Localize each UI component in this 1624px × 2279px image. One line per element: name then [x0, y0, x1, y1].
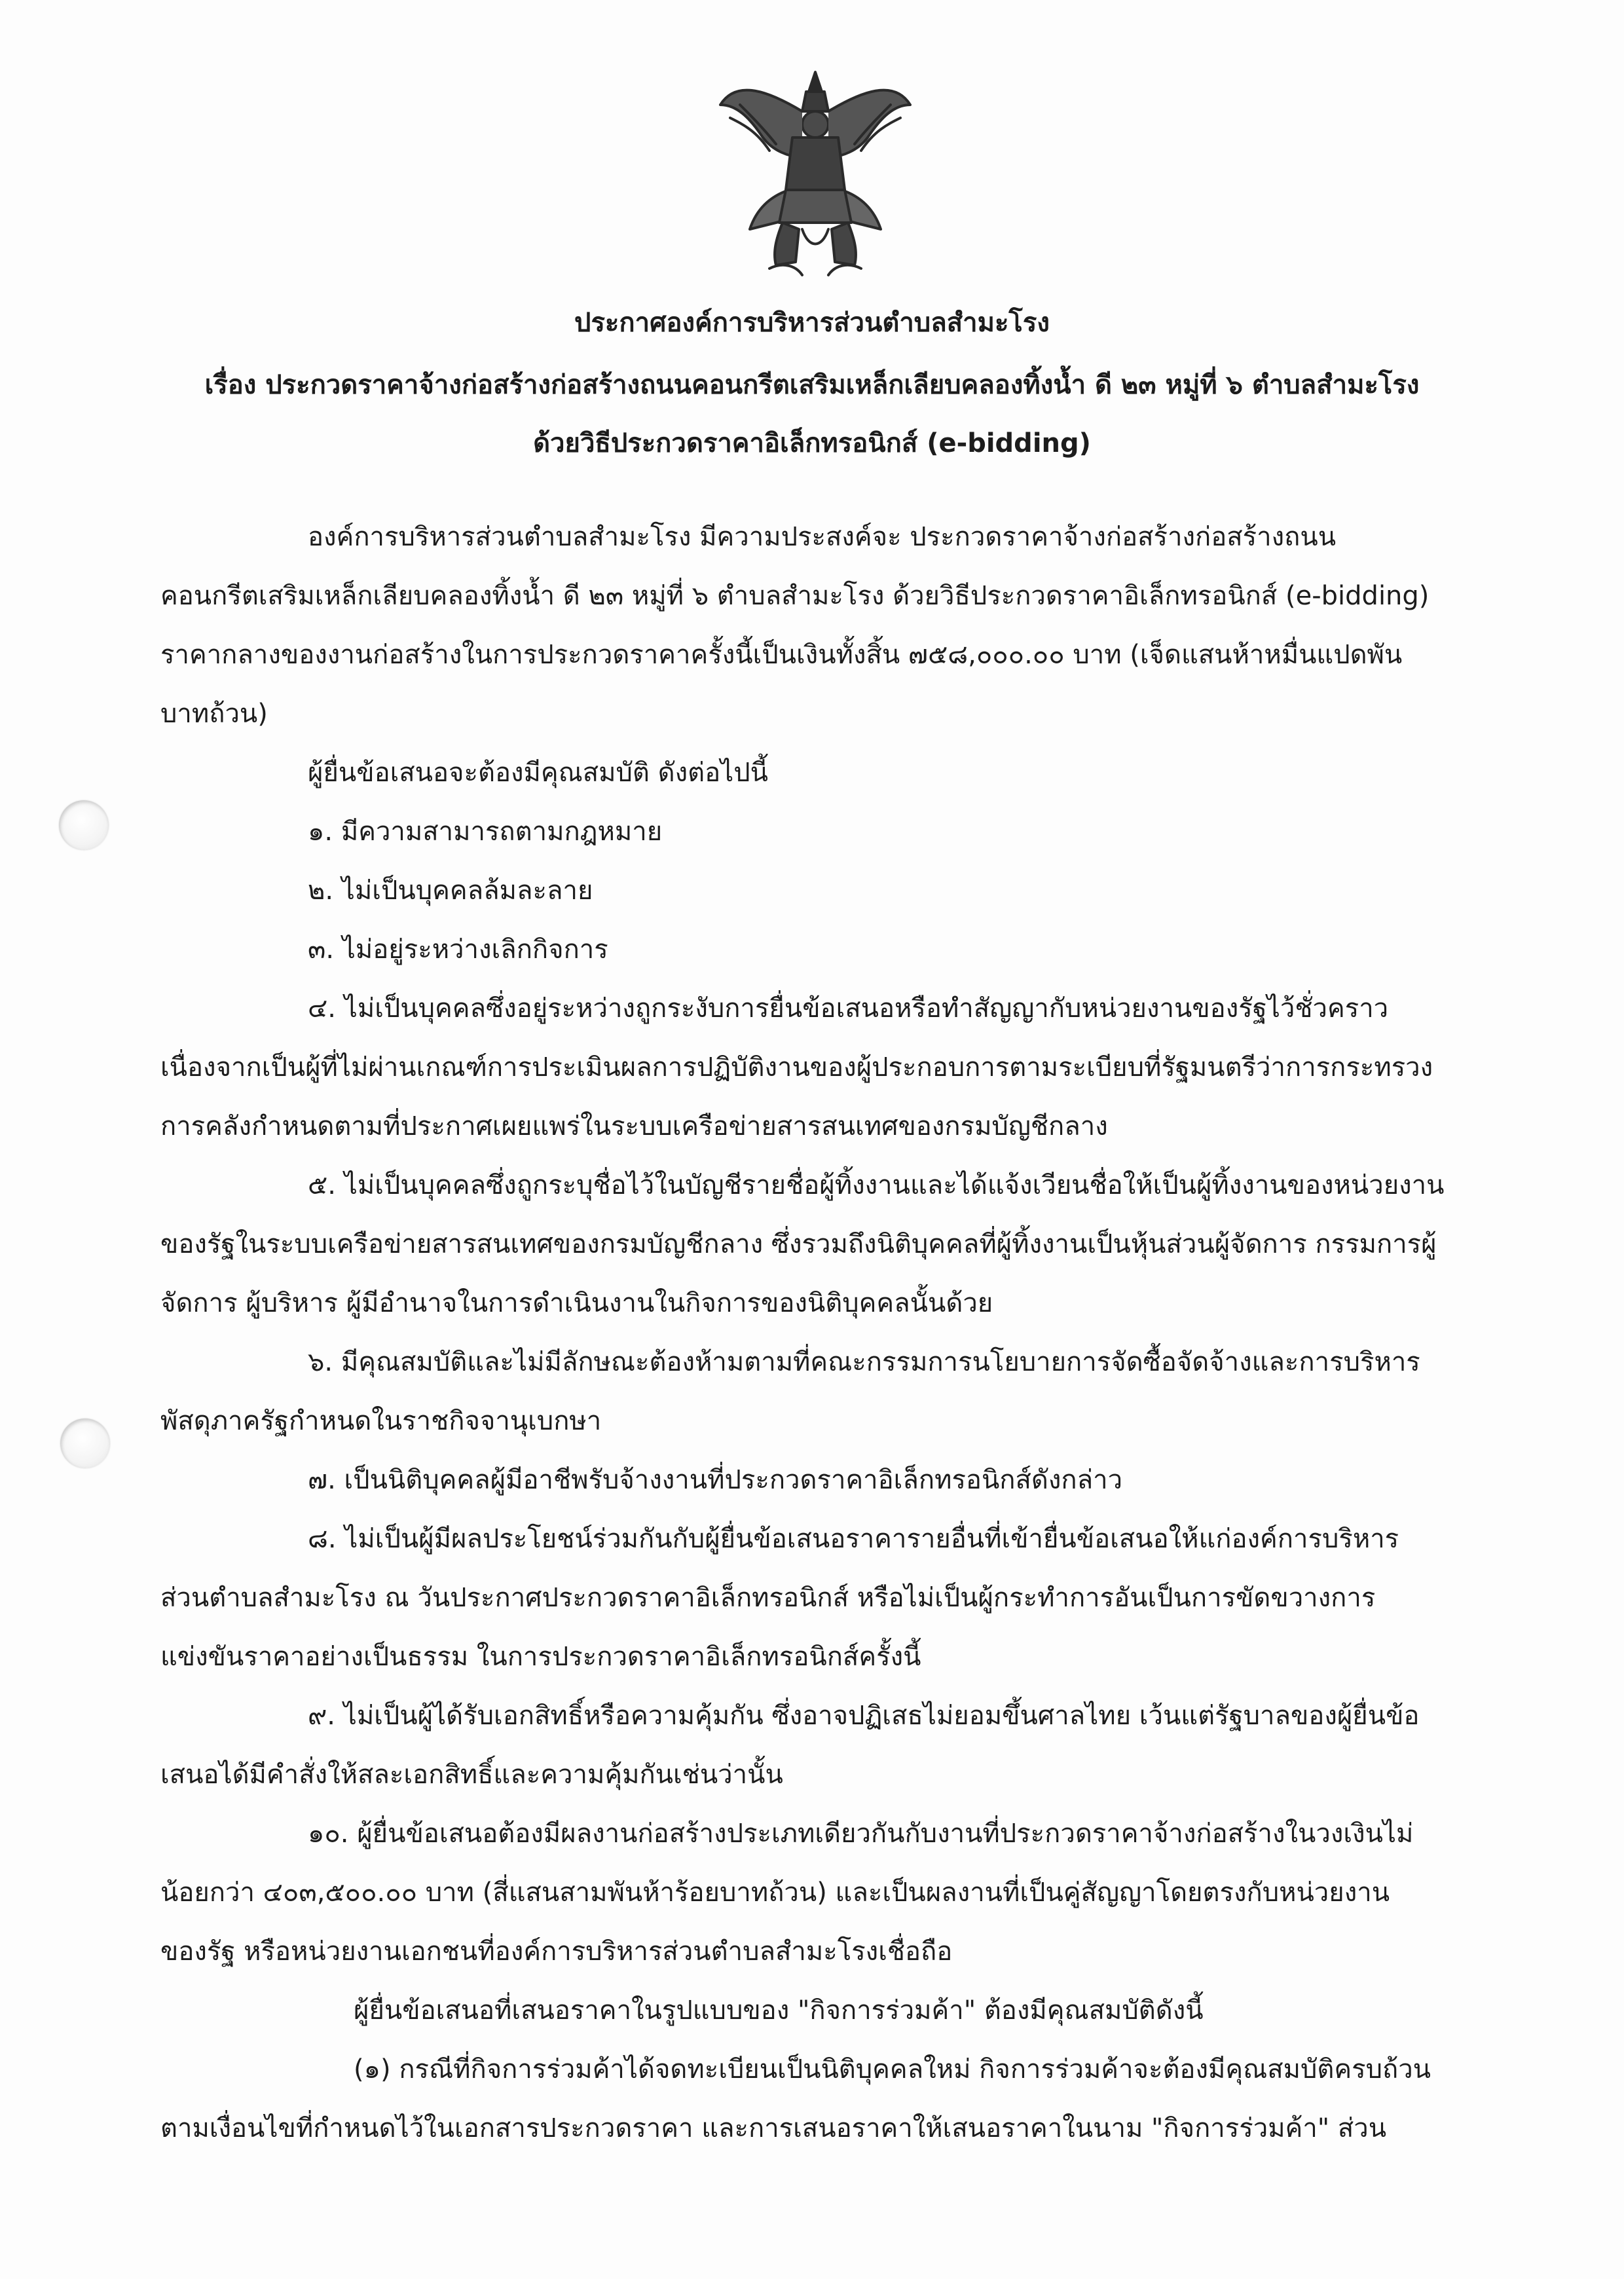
qualification-item-6-cont: พัสดุภาครัฐกำหนดในราชกิจจานุเบกษา [160, 1406, 602, 1436]
qualification-item-10-cont: ของรัฐ หรือหน่วยงานเอกชนที่องค์การบริหารส่วนตำบลสำมะโรงเชื่อถือ [160, 1936, 953, 1967]
qualification-item-4-cont: การคลังกำหนดตามที่ประกาศเผยแพร่ในระบบเครือข่ายสารสนเทศของกรมบัญชีกลาง [160, 1111, 1108, 1141]
qualification-item-5-cont: ของรัฐในระบบเครือข่ายสารสนเทศของกรมบัญชีกลาง ซึ่งรวมถึงนิติบุคคลที่ผู้ทิ้งงานเป็นหุ้นส่วนผู้จัดการ กรรมการผู้ [160, 1229, 1437, 1259]
announcement-title: ประกาศองค์การบริหารส่วนตำบลสำมะโรง [574, 308, 1050, 338]
qualification-item-6: ๖. มีคุณสมบัติและไม่มีลักษณะต้องห้ามตามที่คณะกรรมการนโยบายการจัดซื้อจัดจ้างและการบริหาร [308, 1347, 1420, 1377]
announcement-subject: เรื่อง ประกวดราคาจ้างก่อสร้างก่อสร้างถนนคอนกรีตเสริมเหล็กเลียบคลองทิ้งน้ำ ดี ๒๓ หมู่ที่ ๖ ตำบลสำมะโรง [204, 370, 1420, 400]
garuda-emblem-icon [710, 65, 920, 288]
intro-line: ราคากลางของงานก่อสร้างในการประกวดราคาครั้งนี้เป็นเงินทั้งสิ้น ๗๕๘,๐๐๐.๐๐ บาท (เจ็ดแสนห้าหมื่นแปดพัน [160, 640, 1403, 670]
qualification-item-8: ๘. ไม่เป็นผู้มีผลประโยชน์ร่วมกันกับผู้ยื่นข้อเสนอราคารายอื่นที่เข้ายื่นข้อเสนอให้แก่องค์การบริหาร [308, 1524, 1399, 1554]
qualification-item-9: ๙. ไม่เป็นผู้ได้รับเอกสิทธิ์หรือความคุ้มกัน ซึ่งอาจปฏิเสธไม่ยอมขึ้นศาลไทย เว้นแต่รัฐบาลของผู้ยื่นข้อ [308, 1701, 1420, 1731]
qualification-item-8-cont: ส่วนตำบลสำมะโรง ณ วันประกาศประกวดราคาอิเล็กทรอนิกส์ หรือไม่เป็นผู้กระทำการอันเป็นการขัดขวางการ [160, 1583, 1376, 1613]
qualification-item-3: ๓. ไม่อยู่ระหว่างเลิกกิจการ [308, 935, 608, 965]
qualification-item-4: ๔. ไม่เป็นบุคคลซึ่งอยู่ระหว่างถูกระงับการยื่นข้อเสนอหรือทำสัญญากับหน่วยงานของรัฐไว้ชั่วคราว [308, 993, 1389, 1024]
announcement-method: ด้วยวิธีประกวดราคาอิเล็กทรอนิกส์ (e-bidding) [533, 428, 1091, 458]
qualification-item-2: ๒. ไม่เป็นบุคคลล้มละลาย [308, 876, 593, 906]
qualification-item-5: ๕. ไม่เป็นบุคคลซึ่งถูกระบุชื่อไว้ในบัญชีรายชื่อผู้ทิ้งงานและได้แจ้งเวียนชื่อให้เป็นผู้ทิ้งงานของหน่วยงาน [308, 1170, 1445, 1200]
qualification-item-1: ๑. มีความสามารถตามกฎหมาย [308, 817, 663, 847]
qualification-item-7: ๗. เป็นนิติบุคคลผู้มีอาชีพรับจ้างงานที่ประกวดราคาอิเล็กทรอนิกส์ดังกล่าว [308, 1465, 1123, 1495]
joint-venture-heading: ผู้ยื่นข้อเสนอที่เสนอราคาในรูปแบบของ "กิจการร่วมค้า" ต้องมีคุณสมบัติดังนี้ [354, 1995, 1204, 2026]
qualification-item-4-cont: เนื่องจากเป็นผู้ที่ไม่ผ่านเกณฑ์การประเมินผลการปฏิบัติงานของผู้ประกอบการตามระเบียบที่รัฐมนตรีว่าการกระทรวง [160, 1052, 1433, 1083]
intro-line: บาทถ้วน) [160, 699, 268, 729]
punch-hole-top [59, 800, 109, 850]
qualification-item-8-cont: แข่งขันราคาอย่างเป็นธรรม ในการประกวดราคาอิเล็กทรอนิกส์ครั้งนี้ [160, 1642, 921, 1672]
qualifications-heading: ผู้ยื่นข้อเสนอจะต้องมีคุณสมบัติ ดังต่อไปนี้ [308, 758, 768, 788]
qualification-item-5-cont: จัดการ ผู้บริหาร ผู้มีอำนาจในการดำเนินงานในกิจการของนิติบุคคลนั้นด้วย [160, 1288, 993, 1318]
joint-venture-item-1: (๑) กรณีที่กิจการร่วมค้าได้จดทะเบียนเป็นนิติบุคคลใหม่ กิจการร่วมค้าจะต้องมีคุณสมบัติครบถ้วน [354, 2054, 1431, 2084]
joint-venture-item-1-cont: ตามเงื่อนไขที่กำหนดไว้ในเอกสารประกวดราคา และการเสนอราคาให้เสนอราคาในนาม "กิจการร่วมค้า" ส่วน [160, 2113, 1387, 2143]
punch-hole-bottom [60, 1418, 110, 1468]
intro-line: องค์การบริหารส่วนตำบลสำมะโรง มีความประสงค์จะ ประกวดราคาจ้างก่อสร้างก่อสร้างถนน [308, 522, 1337, 552]
qualification-item-10-cont: น้อยกว่า ๔๐๓,๕๐๐.๐๐ บาท (สี่แสนสามพันห้าร้อยบาทถ้วน) และเป็นผลงานที่เป็นคู่สัญญาโดยตรงกับหน่วยงาน [160, 1878, 1390, 1908]
intro-line: คอนกรีตเสริมเหล็กเลียบคลองทิ้งน้ำ ดี ๒๓ หมู่ที่ ๖ ตำบลสำมะโรง ด้วยวิธีประกวดราคาอิเล็กทรอนิกส์ (e-bidding) [160, 581, 1430, 611]
qualification-item-10: ๑๐. ผู้ยื่นข้อเสนอต้องมีผลงานก่อสร้างประเภทเดียวกันกับงานที่ประกวดราคาจ้างก่อสร้างในวงเงินไม่ [308, 1819, 1414, 1849]
qualification-item-9-cont: เสนอได้มีคำสั่งให้สละเอกสิทธิ์และความคุ้มกันเช่นว่านั้น [160, 1760, 783, 1790]
